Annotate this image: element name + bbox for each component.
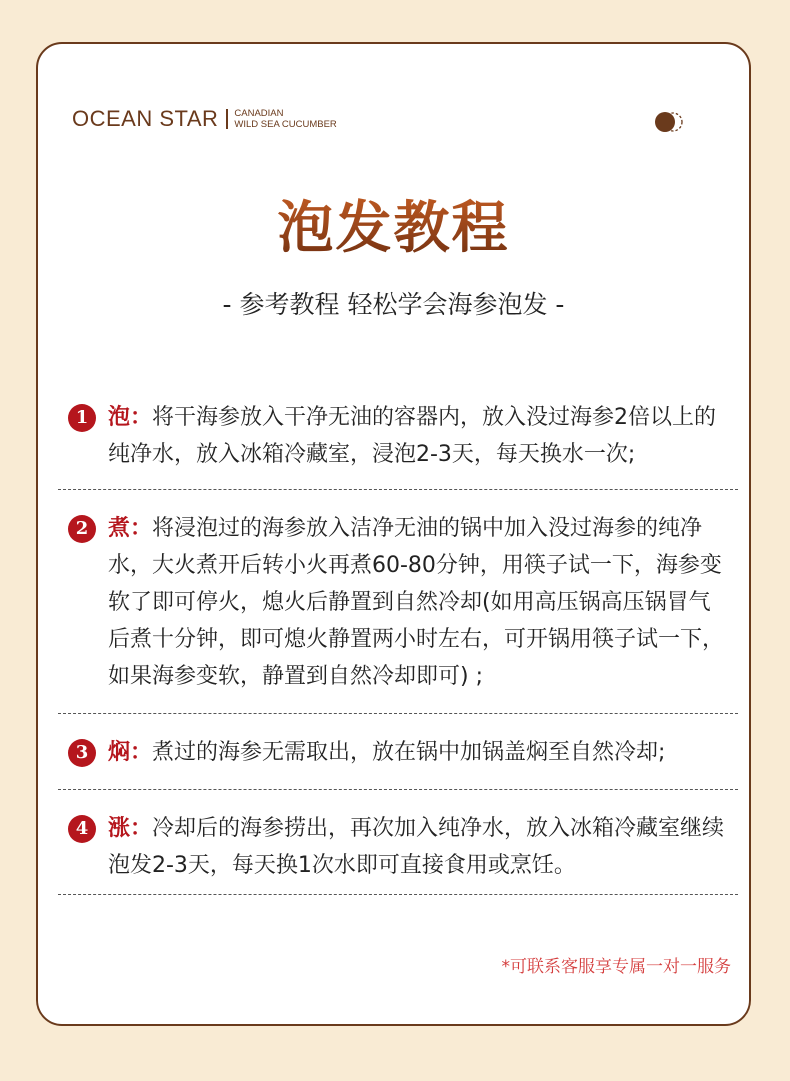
step-description: 将干海参放入干净无油的容器内，放入没过海参2倍以上的纯净水，放入冰箱冷藏室，浸泡2-3天，每天换水一次; xyxy=(108,405,717,467)
step-name: 煮： xyxy=(108,515,153,541)
two-dots-icon xyxy=(654,111,694,133)
brand-subtitle xyxy=(234,108,336,130)
page-title: 泡发教程 xyxy=(38,194,749,264)
step-text xyxy=(108,510,728,695)
step-number-badge: 4 xyxy=(68,815,96,843)
dashed-divider xyxy=(58,713,738,714)
step-name: 涨： xyxy=(108,815,153,841)
step-description: 冷却后的海参捞出，再次加入纯净水，放入冰箱冷藏室继续泡发2-3天，每天换1次水即可直接食用或烹饪。 xyxy=(108,816,725,878)
service-note: *可联系客服享专属一对一服务 xyxy=(501,957,731,977)
brand-sub-line-2: WILD SEA CUCUMBER xyxy=(234,119,337,130)
brand-name: OCEAN STAR xyxy=(72,106,219,131)
step-number-badge: 1 xyxy=(68,404,96,432)
tutorial-card xyxy=(36,42,751,1026)
step-number-badge: 2 xyxy=(68,515,96,543)
step-1 xyxy=(68,399,728,473)
dashed-divider xyxy=(58,489,738,490)
brand-logo xyxy=(72,108,337,130)
brand-divider xyxy=(226,109,228,129)
step-3 xyxy=(68,734,728,771)
dashed-divider xyxy=(58,789,738,790)
step-text xyxy=(108,810,728,884)
step-4 xyxy=(68,810,728,884)
brand-sub-line-1: CANADIAN xyxy=(234,108,284,119)
step-text xyxy=(108,734,665,771)
step-2 xyxy=(68,510,728,695)
step-name: 焖： xyxy=(108,739,153,765)
step-number-badge: 3 xyxy=(68,739,96,767)
page-subtitle: - 参考教程 轻松学会海参泡发 - xyxy=(222,290,565,319)
step-description: 煮过的海参无需取出，放在锅中加锅盖焖至自然冷却; xyxy=(152,740,666,765)
step-text xyxy=(108,399,728,473)
dashed-divider xyxy=(58,894,738,895)
step-description: 将浸泡过的海参放入洁净无油的锅中加入没过海参的纯净水，大火煮开后转小火再煮60-80分钟，用筷子试一下，海参变软了即可停火，熄火后静置到自然冷却(如用高压锅高压锅冒气后煮十分钟，即可熄火静置两小时左右，可开锅用筷子试一下，如果海参变软，静置到自然冷却即可) ; xyxy=(108,516,725,689)
step-name: 泡： xyxy=(108,404,153,430)
